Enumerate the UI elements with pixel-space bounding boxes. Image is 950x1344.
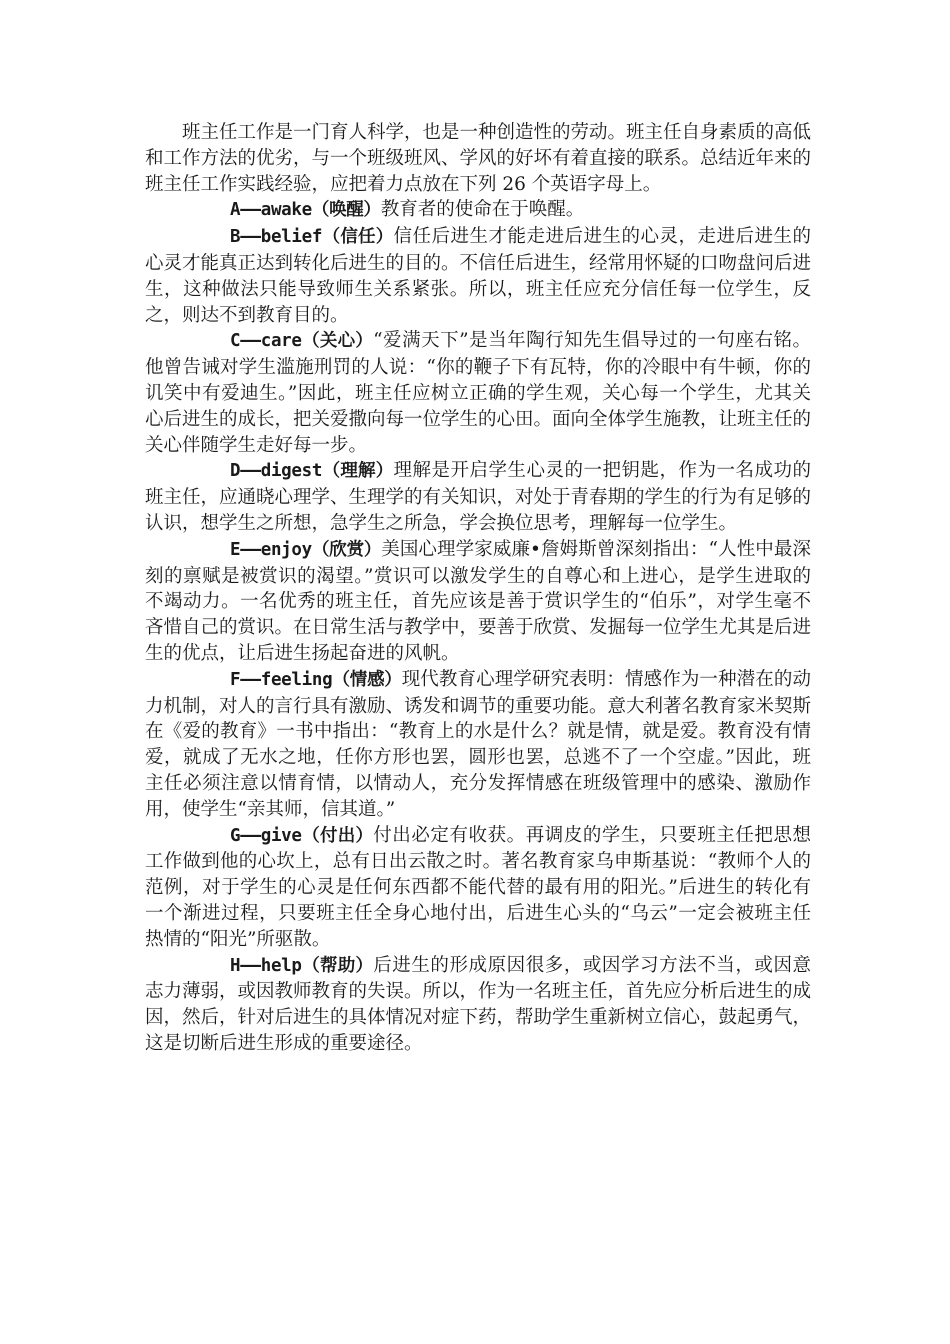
document-body xyxy=(145,120,811,1057)
letter-heading: G——give（付出） xyxy=(230,825,374,846)
letter-paragraph-g xyxy=(145,823,811,953)
letter-heading: B——belief（信任） xyxy=(230,227,394,248)
letter-heading: F——feeling（情感） xyxy=(230,669,402,690)
letter-text: 教育者的使命在于唤醒。 xyxy=(380,199,585,221)
letter-text: 现代教育心理学研究表明：情感作为一种潜在的动力机制，对人的言行具有激励、诱发和调节的重要功能。意大利著名教育家米契斯在《爱的教育》一书中指出：“教育上的水是什么？就是情，就是爱。教育没有情爱，就成了无水之地，任你方形也罢，圆形也罢，总逃不了一个空虚。”因此，班主任必须注意以情育情，以情动人，充分发挥情感在班级管理中的感染、激励作用，使学生“亲其师，信其道。” xyxy=(145,668,812,820)
letter-heading: C——care（关心） xyxy=(230,331,374,352)
letter-text: 付出必定有收获。再调皮的学生，只要班主任把思想工作做到他的心坎上，总有日出云散之时。著名教育家乌申斯基说：“教师个人的范例，对于学生的心灵是任何东西都不能代替的最有用的阳光。”后进生的转化有一个渐进过程，只要班主任全身心地付出，后进生心头的“乌云”一定会被班主任热情的“阳光”所驱散。 xyxy=(145,824,811,950)
letter-heading: E——enjoy（欣赏） xyxy=(230,539,382,560)
letter-paragraph-e xyxy=(145,537,811,667)
letter-paragraph-b xyxy=(145,224,811,328)
letter-heading: H——help（帮助） xyxy=(230,955,374,976)
letter-text: 理解是开启学生心灵的一把钥匙，作为一名成功的班主任，应通晓心理学、生理学的有关知识，对处于青春期的学生的行为有足够的认识，想学生之所想，急学生之所急，学会换位思考，理解每一位学生。 xyxy=(145,460,812,534)
letter-paragraph-f xyxy=(145,667,811,823)
letter-paragraph-d xyxy=(145,458,811,536)
letter-text: “爱满天下”是当年陶行知先生倡导过的一句座右铭。他曾告诫对学生滥施刑罚的人说：“你的鞭子下有瓦特，你的冷眼中有牛顿，你的讥笑中有爱迪生。”因此，班主任应树立正确的学生观，关心每一个学生，尤其关心后进生的成长，把关爱撒向每一位学生的心田。面向全体学生施教，让班主任的关心伴随学生走好每一步。 xyxy=(145,330,812,456)
letter-paragraph-c xyxy=(145,328,811,458)
letter-heading: D——digest（理解） xyxy=(230,461,394,482)
letter-text: 信任后进生才能走进后进生的心灵，走进后进生的心灵才能真正达到转化后进生的目的。不信任后进生，经常用怀疑的口吻盘问后进生，这种做法只能导致师生关系紧张。所以，班主任应充分信任每一位学生，反之，则达不到教育目的。 xyxy=(145,226,812,326)
letter-heading: A——awake（唤醒） xyxy=(230,200,381,221)
letter-paragraph-h xyxy=(145,953,811,1057)
letter-text: 美国心理学家威廉•詹姆斯曾深刻指出：“人性中最深刻的禀赋是被赏识的渴望。”赏识可以激发学生的自尊心和上进心，是学生进取的不竭动力。一名优秀的班主任，首先应该是善于赏识学生的“伯乐”，对学生毫不吝惜自己的赏识。在日常生活与教学中，要善于欣赏、发掘每一位学生尤其是后进生的优点，让后进生扬起奋进的风帆。 xyxy=(145,538,812,664)
letter-text: 后进生的形成原因很多，或因学习方法不当，或因意志力薄弱，或因教师教育的失误。所以，作为一名班主任，首先应分析后进生的成因，然后，针对后进生的具体情况对症下药，帮助学生重新树立信心，鼓起勇气，这是切断后进生形成的重要途径。 xyxy=(145,954,812,1054)
letter-paragraph-a xyxy=(145,197,811,224)
intro-paragraph: 班主任工作是一门育人科学，也是一种创造性的劳动。班主任自身素质的高低和工作方法的优劣，与一个班级班风、学风的好坏有着直接的联系。总结近年来的班主任工作实践经验，应把着力点放在下列 26 个英语字母上。 xyxy=(145,122,812,195)
